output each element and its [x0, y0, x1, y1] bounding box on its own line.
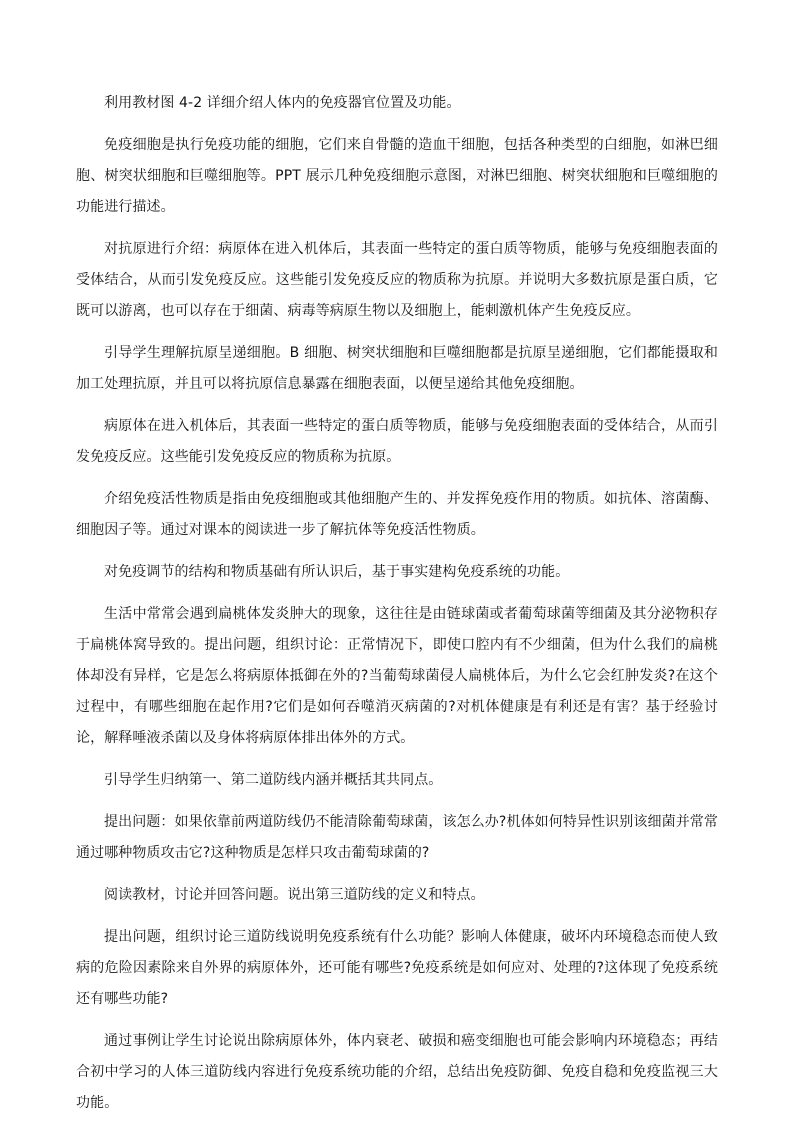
- document-body: [76, 88, 718, 1130]
- paragraph-tonsillitis-discussion: 生活中常常会遇到扁桃体发炎肿大的现象，这往往是由链球菌或者葡萄球菌等细菌及其分泌物积存于扁桃体窝导致的。提出问题，组织讨论：正常情况下，即使口腔内有不少细菌，但为什么我们的扁桃体却没有异样，它是怎么将病原体抵御在外的?当葡萄球菌侵人扁桃体后，为什么它会红肿发炎?在这个过程中，有哪些细胞在起作用?它们是如何吞噬消灭病菌的?对机体健康是有利还是有害？基于经验讨论，解释唾液杀菌以及身体将病原体排出体外的方式。: [76, 606, 718, 746]
- paragraph-third-defense: 阅读教材，讨论并回答问题。说出第三道防线的定义和特点。: [104, 887, 485, 903]
- paragraph-three-functions-summary: 通过事例让学生讨论说出除病原体外，体内衰老、破损和癌变细胞也可能会影响内环境稳态；再结合初中学习的人体三道防线内容进行免疫系统功能的介绍，总结出免疫防御、免疫自稳和免疫监视三大功能。: [76, 1033, 718, 1111]
- paragraph-antigen-presenting-cells: 引导学生理解抗原呈递细胞。B 细胞、树突状细胞和巨噬细胞都是抗原呈递细胞，它们都能摄取和加工处理抗原，并且可以将抗原信息暴露在细胞表面，以便呈递给其他免疫细胞。: [76, 345, 718, 392]
- paragraph-antigen-definition: 病原体在进入机体后，其表面一些特定的蛋白质等物质，能够与免疫细胞表面的受体结合，从而引发免疫反应。这些能引发免疫反应的物质称为抗原。: [76, 418, 718, 465]
- paragraph-immune-organs: 利用教材图 4-2 详细介绍人体内的免疫器官位置及功能。: [104, 95, 461, 111]
- paragraph-specific-recognition-question: 提出问题：如果依靠前两道防线仍不能清除葡萄球菌，该怎么办?机体如何特异性识别该细菌并常常通过哪种物质攻击它?这种物质是怎样只攻击葡萄球菌的?: [76, 814, 718, 861]
- paragraph-immune-cells: 免疫细胞是执行免疫功能的细胞，它们来自骨髓的造血干细胞，包括各种类型的白细胞，如淋巴细胞、树突状细胞和巨噬细胞等。PPT 展示几种免疫细胞示意图，对淋巴细胞、树突状细胞和巨噬细胞的功能进行描述。: [76, 137, 718, 215]
- paragraph-first-second-defense: 引导学生归纳第一、第二道防线内涵并概括其共同点。: [104, 772, 443, 788]
- paragraph-immune-function-basis: 对免疫调节的结构和物质基础有所认识后，基于事实建构免疫系统的功能。: [104, 564, 570, 580]
- paragraph-immune-active-substances: 介绍免疫活性物质是指由免疫细胞或其他细胞产生的、并发挥免疫作用的物质。如抗体、溶菌酶、细胞因子等。通过对课本的阅读进一步了解抗体等免疫活性物质。: [76, 491, 718, 538]
- paragraph-immune-system-functions-question: 提出问题，组织讨论三道防线说明免疫系统有什么功能？影响人体健康，破坏内环境稳态而使人致病的危险因素除来自外界的病原体外，还可能有哪些?免疫系统是如何应对、处理的?这体现了免疫系统还有哪些功能?: [76, 929, 718, 1007]
- paragraph-antigen-intro: 对抗原进行介绍：病原体在进入机体后，其表面一些特定的蛋白质等物质，能够与免疫细胞表面的受体结合，从而引发免疫反应。这些能引发免疫反应的物质称为抗原。并说明大多数抗原是蛋白质，它既可以游离，也可以存在于细菌、病毒等病原生物以及细胞上，能刺激机体产生免疫反应。: [76, 241, 718, 319]
